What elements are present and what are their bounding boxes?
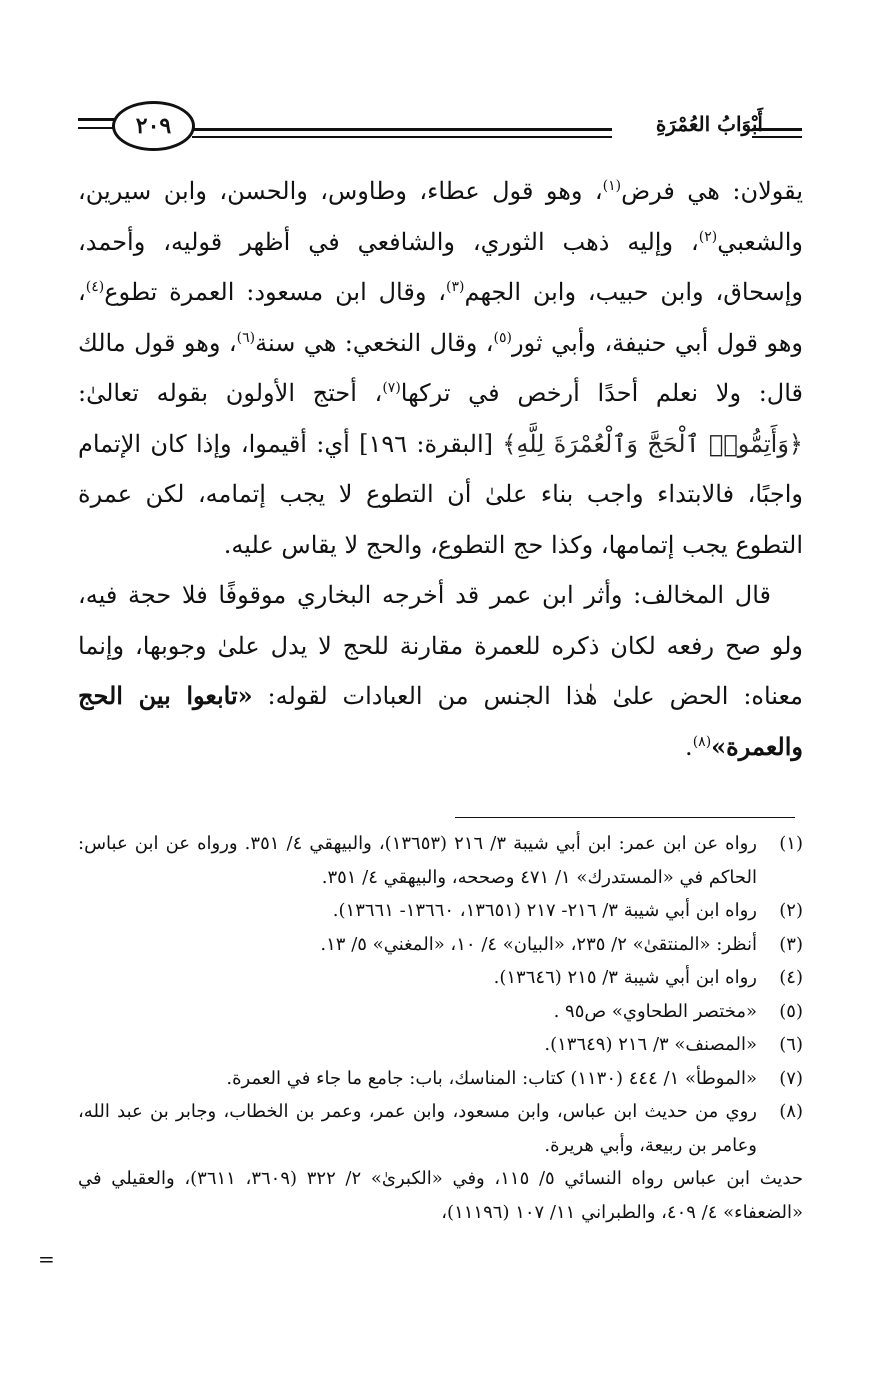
footnote-ref: (٢) xyxy=(698,228,718,245)
footnote-ref: (٤) xyxy=(85,279,105,295)
footnote xyxy=(78,961,803,995)
footnote-text: أنظر: «المنتقىٰ» ٢/ ٢٣٥، «البيان» ٤/ ١٠، «المغني» ٥/ ١٣. xyxy=(320,933,757,955)
footnote-number: (٧) xyxy=(779,1067,803,1089)
footnote-continuation: حديث ابن عباس رواه النسائي ٥/ ١١٥، وفي «الكبرىٰ» ٢/ ٣٢٢ (٣٦٠٩، ٣٦١١)، والعقيلي في «الضعفاء» ٤/ ٤٠٩، والطبراني ١١/ ١٠٧ (١١١٩٦)، xyxy=(78,1168,803,1223)
hadith-quote: «تابعوا بين الحج والعمرة» xyxy=(78,681,803,761)
continuation-mark: = xyxy=(38,1247,55,1271)
footnote-number: (١) xyxy=(779,833,803,854)
page-number: ٢٠٩ xyxy=(112,101,195,151)
text-run: ، أحتج الأولون بقوله تعالىٰ: xyxy=(78,379,383,407)
text-run: [البقرة: ١٩٦] أي: أقيموا، وإذا كان الإتمام واجبًا، فالابتداء واجب بناء علىٰ أن التطوع لا يجب إتمامه، لكن عمرة التطوع يجب إتمامها، وكذا حج التطوع، والحج لا يقاس عليه. xyxy=(78,429,803,559)
footnote-text: رواه ابن أبي شيبة ٣/ ٢١٥ (١٣٦٤٦). xyxy=(493,967,757,988)
footnote-number: (٦) xyxy=(779,1034,803,1055)
footnote xyxy=(78,995,803,1029)
text-run: ، وقال ابن مسعود: العمرة تطوع xyxy=(104,278,447,306)
footnote-text: رواه ابن أبي شيبة ٣/ ٢١٦- ٢١٧ (١٣٦٥١، ١٣٦٦٠- ١٣٦٦١). xyxy=(332,900,757,921)
footnotes xyxy=(78,827,803,1229)
footnote-number: (٢) xyxy=(779,900,803,921)
footnote-ref: (١) xyxy=(602,178,622,194)
footnote-number: (٤) xyxy=(779,967,803,988)
footnote xyxy=(78,827,803,894)
paragraph-2 xyxy=(78,570,803,772)
footnote-text: «المصنف» ٣/ ٢١٦ (١٣٦٤٩). xyxy=(544,1034,757,1055)
footnote xyxy=(78,928,803,962)
paragraph-1 xyxy=(78,166,803,570)
footnote-text: «الموطأ» ١/ ٤٤٤ (١١٣٠) كتاب: المناسك، باب: جامع ما جاء في العمرة. xyxy=(226,1067,757,1089)
text-run: ، وهو قول أبي حنيفة، وأبي ثور xyxy=(78,278,803,357)
header-rule-left xyxy=(78,118,116,121)
quran-verse: ﴿وَأَتِمُّوا۟ ٱلْحَجَّ وَٱلْعُمْرَةَ لِلَّهِ﴾ xyxy=(502,429,803,458)
header-rule-right-thin xyxy=(192,136,612,138)
footnote xyxy=(78,894,803,928)
footnote xyxy=(78,1028,803,1062)
text-run: . xyxy=(685,732,693,761)
header-rule-left-thin xyxy=(78,127,116,129)
main-text xyxy=(78,166,803,772)
footnote xyxy=(78,1062,803,1096)
footnote-ref: (٨) xyxy=(692,733,712,750)
footnote xyxy=(78,1095,803,1162)
running-title: أَبْوَابُ العُمْرَةِ xyxy=(655,112,763,136)
text-run: ، وهو قول عطاء، وطاوس، والحسن، وابن سيرين، والشعبي xyxy=(78,177,803,256)
footnote-ref: (٦) xyxy=(236,329,256,346)
footnote-ref: (٥) xyxy=(493,329,512,346)
footnote-text: «مختصر الطحاوي» ص٩٥ . xyxy=(553,1000,757,1022)
footnote-ref: (٣) xyxy=(446,279,465,295)
footnote-text: رواه عن ابن عمر: ابن أبي شيبة ٣/ ٢١٦ (١٣٦٥٣)، والبيهقي ٤/ ٣٥١. ورواه عن ابن عباس: الحاكم في «المستدرك» ١/ ٤٧١ وصححه، والبيهقي ٤/ ٣٥١. xyxy=(78,833,757,888)
header-rule-far-right-thin xyxy=(752,136,802,138)
footnote-number: (٨) xyxy=(779,1101,803,1122)
text-run: قال المخالف: وأثر ابن عمر قد أخرجه البخاري موقوفًا فلا حجة فيه، ولو صح رفعه لكان ذكره للعمرة مقارنة للحج لا يدل علىٰ وجوبها، وإنما معناه: الحض علىٰ هٰذا الجنس من العبادات لقوله: xyxy=(78,581,803,710)
footnote-ref: (٧) xyxy=(382,380,401,396)
text-run: ، وهو قول مالك قال: ولا نعلم أحدًا أرخص في تركها xyxy=(78,328,804,407)
text-run: ، وقال النخعي: هي سنة xyxy=(255,328,494,357)
footnote-number: (٣) xyxy=(779,933,803,955)
header-rule-right xyxy=(192,128,612,131)
footnote-separator xyxy=(455,817,795,818)
text-run: يقولان: هي فرض xyxy=(621,177,804,205)
footnote-number: (٥) xyxy=(779,1000,803,1022)
text-run: ، وإليه ذهب الثوري، والشافعي في أظهر قوليه، وأحمد، وإسحاق، وابن حبيب، وابن الجهم xyxy=(78,227,804,306)
footnote-text: روي من حديث ابن عباس، وابن مسعود، وابن عمر، وعمر بن الخطاب، وجابر بن عبد الله، وعامر بن ربيعة، وأبي هريرة. xyxy=(78,1101,757,1156)
